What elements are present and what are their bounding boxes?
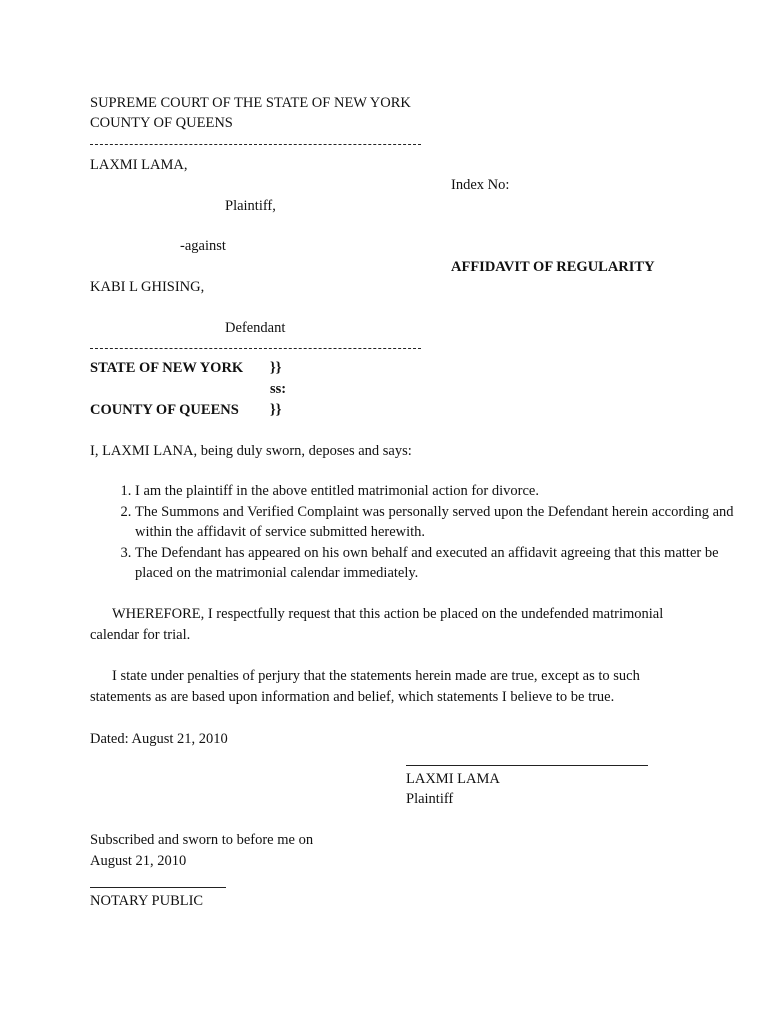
document-title: AFFIDAVIT OF REGULARITY <box>451 259 655 275</box>
affidavit-statements <box>90 481 735 584</box>
venue-brace-2: }} <box>270 402 282 418</box>
notary-label: NOTARY PUBLIC <box>90 893 204 909</box>
venue-county: COUNTY OF QUEENS <box>90 402 239 418</box>
signature-line <box>406 765 648 766</box>
caption-divider-top <box>90 144 421 145</box>
signer-role: Plaintiff <box>406 791 454 807</box>
notary-date: August 21, 2010 <box>90 853 187 869</box>
venue-brace-1: }} <box>270 360 282 376</box>
affidavit-intro: I, LAXMI LANA, being duly sworn, deposes and says: <box>90 443 412 459</box>
dated-line: Dated: August 21, 2010 <box>90 731 228 747</box>
caption-divider-bottom <box>90 348 421 349</box>
defendant-label: Defendant <box>225 320 286 336</box>
perjury-paragraph: I state under penalties of perjury that the statements herein made are true, except as to such statements as are based upon information and belief, which statements I believe to be true. <box>90 668 640 705</box>
statement-item-1: 1. I am the plaintiff in the above entitled matrimonial action for divorce. <box>135 481 735 502</box>
venue-ss: ss: <box>270 381 287 397</box>
statement-item-2: 2. The Summons and Verified Complaint was personally served upon the Defendant herein according and within the affidavit of service submitted herewith. <box>135 502 735 543</box>
statement-item-3: 3. The Defendant has appeared on his own behalf and executed an affidavit agreeing that this matter be placed on the matrimonial calendar immediately. <box>135 543 735 584</box>
court-name: SUPREME COURT OF THE STATE OF NEW YORK <box>90 95 411 111</box>
plaintiff-label: Plaintiff, <box>225 198 276 214</box>
index-number-label: Index No: <box>451 177 510 193</box>
signer-name: LAXMI LAMA <box>406 771 500 787</box>
wherefore-paragraph: WHEREFORE, I respectfully request that this action be placed on the undefended matrimonial calendar for trial. <box>90 606 664 643</box>
venue-state: STATE OF NEW YORK <box>90 360 244 376</box>
defendant-name: KABI L GHISING, <box>90 279 205 295</box>
notary-signature-line <box>90 887 226 888</box>
plaintiff-name: LAXMI LAMA, <box>90 157 188 173</box>
notary-subscribed: Subscribed and sworn to before me on <box>90 832 314 848</box>
against-label: -against <box>180 238 226 254</box>
county-name: COUNTY OF QUEENS <box>90 115 233 131</box>
